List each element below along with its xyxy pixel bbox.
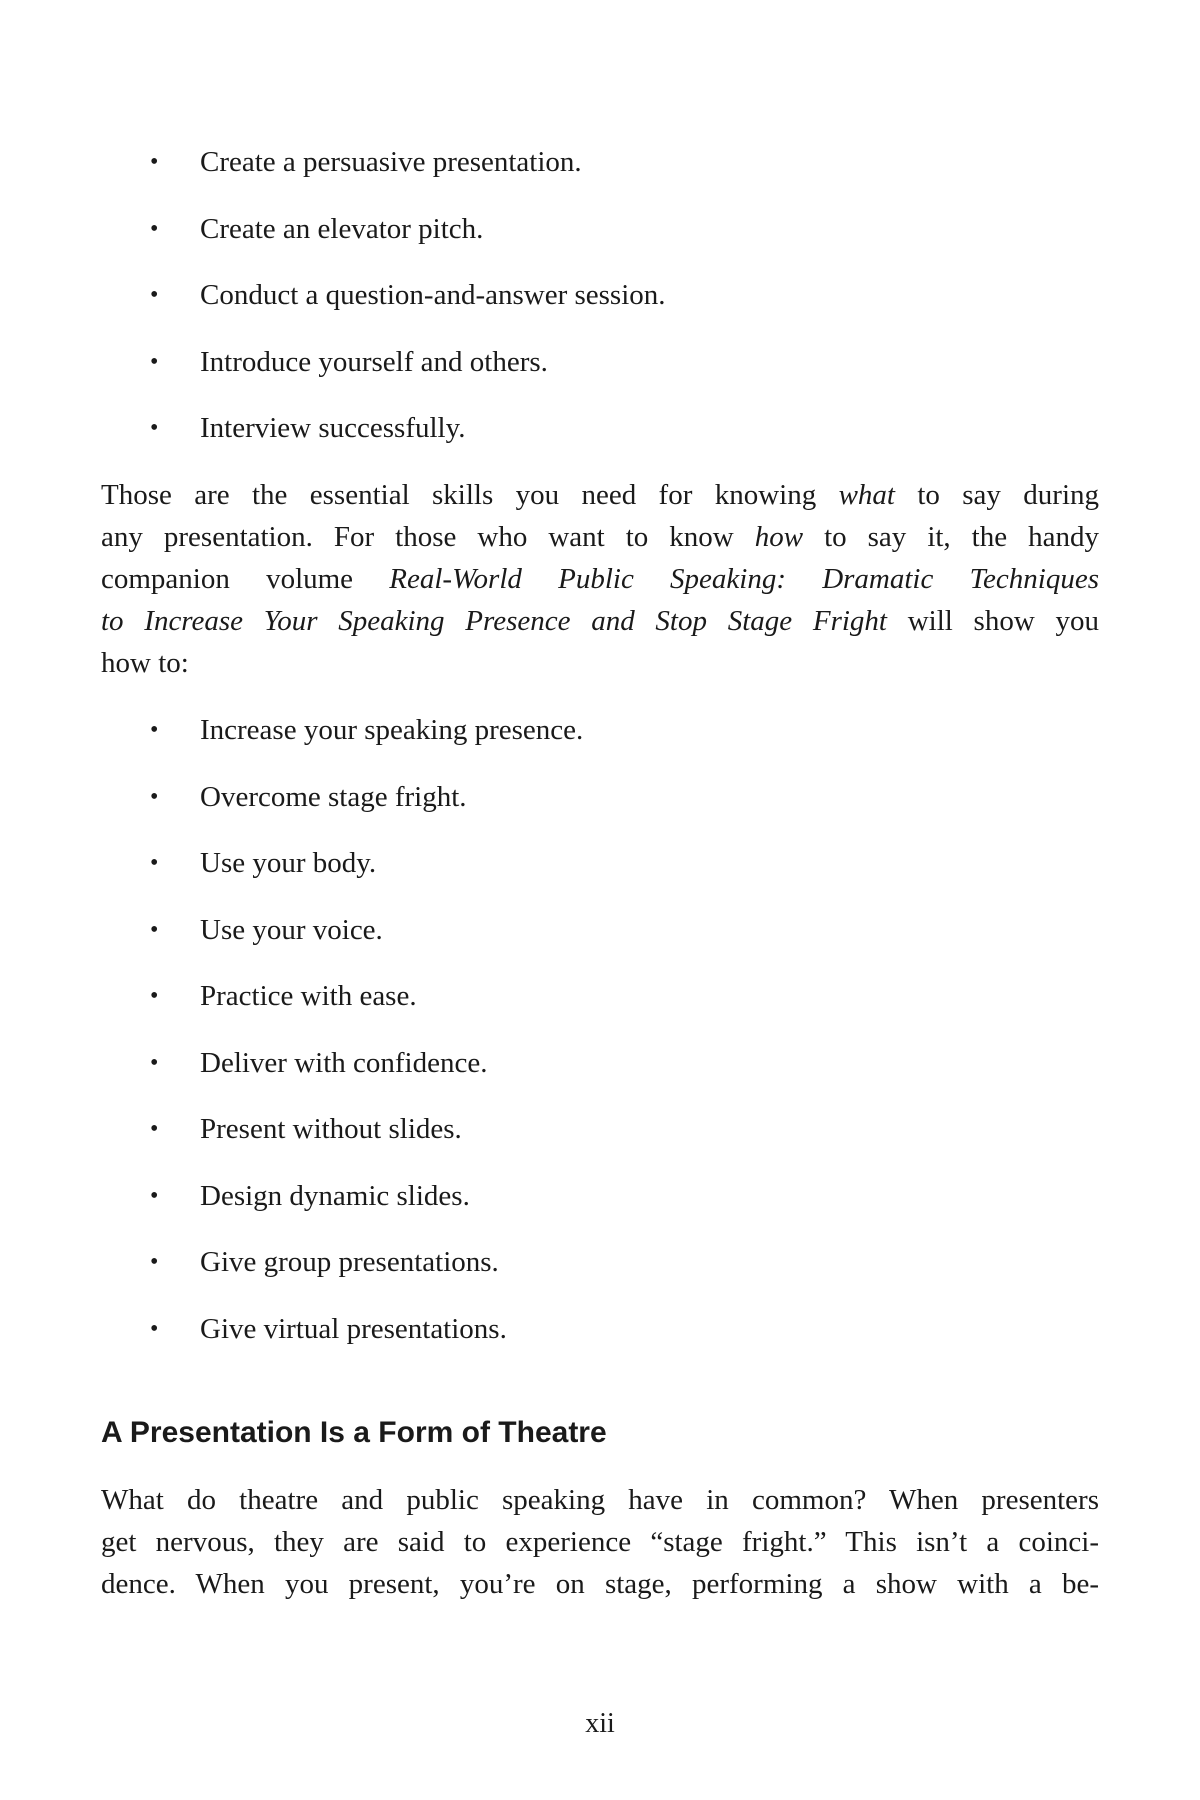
list-item bbox=[101, 329, 1099, 396]
paragraph-line bbox=[101, 1563, 1099, 1605]
list-item-text: Present without slides. bbox=[200, 1113, 462, 1145]
list-item bbox=[101, 1030, 1099, 1097]
list-item-text: Conduct a question-and-answer session. bbox=[200, 279, 666, 311]
paragraph-line bbox=[101, 558, 1099, 600]
list-item-text: Practice with ease. bbox=[200, 980, 417, 1012]
bullet-icon: • bbox=[150, 415, 159, 441]
list-item bbox=[101, 129, 1099, 196]
section-heading: A Presentation Is a Form of Theatre bbox=[101, 1416, 607, 1449]
bullet-icon: • bbox=[150, 783, 159, 810]
bullet-icon: • bbox=[150, 215, 159, 242]
text: What do theatre and public speaking have in common? When presenters bbox=[101, 1484, 1099, 1516]
list-item-text: Deliver with confidence. bbox=[200, 1046, 488, 1079]
list-item bbox=[101, 830, 1099, 897]
intro-paragraph bbox=[101, 474, 1099, 684]
list-item bbox=[101, 395, 1099, 462]
skills-list-how bbox=[101, 697, 1099, 1362]
list-item bbox=[101, 963, 1099, 1030]
paragraph-line bbox=[101, 474, 1099, 516]
paragraph-line bbox=[101, 642, 1099, 684]
book-title: Real-World Public Speaking: Dramatic Techniques bbox=[389, 563, 1099, 595]
list-item-text: Increase your speaking presence. bbox=[200, 714, 584, 746]
page-number: xii bbox=[585, 1708, 615, 1739]
bullet-icon: • bbox=[150, 1249, 159, 1275]
list-item-text: Overcome stage fright. bbox=[200, 780, 467, 813]
emphasis: how bbox=[754, 521, 804, 553]
text: dence. When you present, you’re on stage, performing a show with a be- bbox=[101, 1568, 1099, 1600]
text: will show you bbox=[886, 605, 1099, 637]
text: any presentation. For those who want to know bbox=[101, 521, 755, 553]
list-item bbox=[101, 697, 1099, 764]
skills-list-what bbox=[101, 129, 1099, 462]
list-item-text: Use your body. bbox=[200, 847, 377, 879]
text: companion volume bbox=[101, 563, 390, 595]
bullet-icon: • bbox=[150, 916, 159, 943]
bullet-icon: • bbox=[150, 1182, 159, 1209]
list-item bbox=[101, 196, 1099, 263]
text: get nervous, they are said to experience “stage fright.” This isn’t a coinci- bbox=[101, 1526, 1099, 1558]
bullet-icon: • bbox=[150, 1116, 159, 1142]
list-item bbox=[101, 1229, 1099, 1296]
text: to say it, the handy bbox=[803, 521, 1099, 553]
emphasis: what bbox=[838, 479, 895, 511]
list-item bbox=[101, 1296, 1099, 1363]
list-item bbox=[101, 1163, 1099, 1230]
list-item bbox=[101, 764, 1099, 831]
bullet-icon: • bbox=[150, 348, 159, 375]
paragraph-line bbox=[101, 1479, 1099, 1521]
list-item bbox=[101, 262, 1099, 329]
bullet-icon: • bbox=[150, 1315, 159, 1342]
bullet-icon: • bbox=[150, 1049, 159, 1076]
list-item-text: Introduce yourself and others. bbox=[200, 345, 548, 378]
bullet-icon: • bbox=[150, 717, 159, 743]
bullet-icon: • bbox=[150, 850, 159, 876]
list-item bbox=[101, 897, 1099, 964]
paragraph-line bbox=[101, 600, 1099, 642]
list-item-text: Create an elevator pitch. bbox=[200, 212, 484, 245]
list-item-text: Give group presentations. bbox=[200, 1246, 499, 1278]
list-item-text: Use your voice. bbox=[200, 913, 383, 946]
bullet-icon: • bbox=[150, 983, 159, 1009]
bullet-icon: • bbox=[150, 282, 159, 308]
paragraph-line bbox=[101, 1521, 1099, 1563]
list-item-text: Create a persuasive presentation. bbox=[200, 146, 582, 178]
bullet-icon: • bbox=[150, 149, 159, 175]
text: to say during bbox=[895, 479, 1100, 511]
theatre-paragraph bbox=[101, 1479, 1099, 1605]
list-item-text: Design dynamic slides. bbox=[200, 1179, 470, 1212]
text: Those are the essential skills you need for knowing bbox=[101, 479, 839, 511]
list-item-text: Give virtual presentations. bbox=[200, 1312, 507, 1345]
list-item bbox=[101, 1096, 1099, 1163]
paragraph-line bbox=[101, 516, 1099, 558]
book-title: to Increase Your Speaking Presence and Stop Stage Fright bbox=[101, 605, 887, 637]
text: how to: bbox=[101, 647, 189, 679]
list-item-text: Interview successfully. bbox=[200, 412, 466, 444]
